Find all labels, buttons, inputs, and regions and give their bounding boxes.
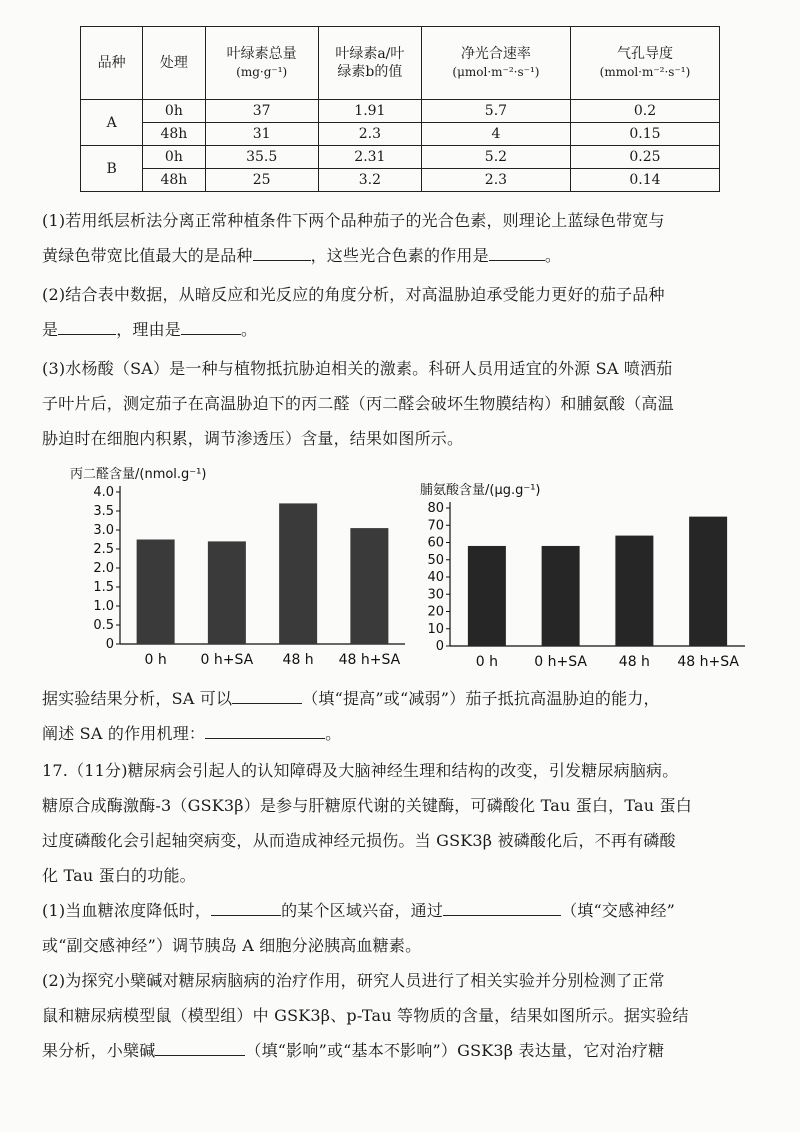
answer-blank[interactable]	[211, 897, 281, 916]
text: （填“影响”或“基本不影响”）GSK3β 表达量，它对治疗糖	[245, 1041, 665, 1060]
cell-treatment: 0h	[143, 146, 205, 169]
text: 果分析，小檗碱	[42, 1041, 156, 1060]
bar	[468, 546, 506, 646]
x-tick-label: 0 h+SA	[534, 654, 587, 670]
cell-chl-total: 37	[205, 100, 318, 123]
text: 的某个区域兴奋，通过	[281, 901, 444, 920]
cell-stomatal: 0.2	[570, 100, 719, 123]
cell-chl-ratio: 2.31	[318, 146, 421, 169]
cell-chl-ratio: 1.91	[318, 100, 421, 123]
question-3	[42, 351, 762, 456]
question-3b	[42, 681, 762, 751]
bar	[208, 541, 246, 644]
header-stomatal: 气孔导度 (mmol·m⁻²·s⁻¹)	[570, 27, 719, 100]
question-3b-line1	[42, 681, 762, 716]
y-tick-label: 70	[427, 518, 444, 534]
proline-chart-svg	[410, 476, 750, 676]
cell-stomatal: 0.25	[570, 146, 719, 169]
bar	[542, 546, 580, 646]
bar	[350, 528, 388, 644]
question-3-line1: (3)水杨酸（SA）是一种与植物抵抗胁迫相关的激素。科研人员用适宜的外源 SA 喷洒茄	[42, 359, 673, 378]
y-tick-label: 80	[427, 501, 444, 516]
y-tick-label: 2.5	[93, 542, 114, 557]
cell-chl-total: 31	[205, 123, 318, 146]
header-chl-total: 叶绿素总量 (mg·g⁻¹)	[205, 27, 318, 100]
answer-blank[interactable]	[443, 897, 561, 916]
question-2-line1: (2)结合表中数据，从暗反应和光反应的角度分析，对高温胁迫承受能力更好的茄子品种	[42, 285, 665, 304]
question-17-part1-line2: 或“副交感神经”）调节胰岛 A 细胞分泌胰高血糖素。	[42, 936, 422, 955]
text: 据实验结果分析，SA 可以	[42, 689, 233, 708]
proline-chart	[410, 476, 750, 676]
cell-stomatal: 0.14	[570, 169, 719, 192]
x-tick-label: 48 h	[282, 652, 314, 668]
question-17-part1-line1	[42, 893, 762, 928]
y-tick-label: 3.0	[93, 523, 114, 538]
x-tick-label: 0 h	[144, 652, 167, 668]
x-tick-label: 48 h+SA	[677, 654, 739, 670]
cell-chl-ratio: 2.3	[318, 123, 421, 146]
question-17-line2: 糖原合成酶激酶-3（GSK3β）是参与肝糖原代谢的关键酶，可磷酸化 Tau 蛋白，Tau 蛋白	[42, 796, 692, 815]
y-tick-label: 50	[427, 552, 444, 568]
table-row	[81, 100, 720, 123]
bar	[279, 503, 317, 644]
answer-blank[interactable]	[253, 242, 311, 261]
header-chl-ratio: 叶绿素a/叶 绿素b的值	[318, 27, 421, 100]
text: (1)当血糖浓度降低时，	[42, 901, 212, 920]
y-tick-label: 40	[427, 570, 444, 585]
answer-blank[interactable]	[232, 685, 302, 704]
cell-variety: B	[81, 146, 143, 192]
y-tick-label: 30	[427, 587, 444, 603]
bar	[689, 517, 727, 646]
data-table	[80, 26, 720, 192]
text: ，理由是	[116, 320, 182, 339]
question-17	[42, 753, 762, 1068]
answer-blank[interactable]	[489, 242, 545, 261]
text: ，这些光合色素的作用是	[310, 246, 489, 265]
cell-treatment: 48h	[143, 169, 205, 192]
answer-blank[interactable]	[181, 316, 241, 335]
text: （填“提高”或“减弱”）茄子抵抗高温胁迫的能力，	[302, 689, 660, 708]
y-tick-label: 10	[427, 621, 444, 637]
cell-chl-total: 25	[205, 169, 318, 192]
y-axis-label: 脯氨酸含量/(μg.g⁻¹)	[420, 483, 541, 498]
cell-net-photo: 5.7	[421, 100, 570, 123]
cell-variety: A	[81, 100, 143, 146]
answer-blank[interactable]	[58, 316, 116, 335]
text: 是	[42, 320, 59, 339]
x-tick-label: 48 h+SA	[338, 652, 401, 668]
question-17-line3: 过度磷酸化会引起轴突病变，从而造成神经元损伤。当 GSK3β 被磷酸化后，不再有磷酸	[42, 831, 676, 850]
cell-chl-total: 35.5	[205, 146, 318, 169]
table-header-row	[81, 27, 720, 100]
text: 。	[325, 724, 342, 743]
y-axis-label: 丙二醛含量/(nmol.g⁻¹)	[70, 467, 207, 482]
y-tick-label: 0	[435, 639, 444, 654]
question-17-line1: 17.（11分)糖尿病会引起人的认知障碍及大脑神经生理和结构的改变，引发糖尿病脑病。	[42, 761, 679, 780]
question-3-line3: 胁迫时在细胞内积累，调节渗透压）含量，结果如图所示。	[42, 429, 464, 448]
mda-chart	[60, 462, 410, 677]
cell-net-photo: 5.2	[421, 146, 570, 169]
cell-treatment: 0h	[143, 100, 205, 123]
table-row	[81, 169, 720, 192]
cell-net-photo: 2.3	[421, 169, 570, 192]
bar	[615, 536, 653, 646]
mda-chart-svg	[60, 462, 410, 677]
question-3b-line2	[42, 716, 762, 751]
y-tick-label: 2.0	[93, 561, 114, 576]
cell-net-photo: 4	[421, 123, 570, 146]
x-tick-label: 0 h+SA	[200, 652, 254, 668]
y-tick-label: 3.5	[93, 504, 114, 519]
y-tick-label: 20	[427, 604, 444, 620]
question-1-line1: (1)若用纸层析法分离正常种植条件下两个品种茄子的光合色素，则理论上蓝绿色带宽与	[42, 211, 665, 230]
header-treatment: 处理	[143, 27, 205, 100]
question-17-line4: 化 Tau 蛋白的功能。	[42, 866, 196, 885]
y-tick-label: 0	[105, 637, 114, 652]
question-2	[42, 277, 762, 347]
question-2-line2	[42, 312, 762, 347]
cell-chl-ratio: 3.2	[318, 169, 421, 192]
cell-stomatal: 0.15	[570, 123, 719, 146]
question-1-line2	[42, 238, 762, 273]
y-tick-label: 1.0	[93, 599, 114, 614]
y-tick-label: 4.0	[93, 485, 114, 500]
header-variety: 品种	[81, 27, 143, 100]
header-net-photo: 净光合速率 (μmol·m⁻²·s⁻¹)	[421, 27, 570, 100]
text: 黄绿色带宽比值最大的是品种	[42, 246, 253, 265]
table-row	[81, 146, 720, 169]
x-tick-label: 0 h	[475, 654, 498, 670]
text: 。	[544, 246, 562, 265]
y-tick-label: 1.5	[93, 580, 114, 595]
cell-treatment: 48h	[143, 123, 205, 146]
answer-blank[interactable]	[155, 1037, 245, 1056]
bar	[137, 540, 175, 645]
question-17-part2-line1: (2)为探究小檗碱对糖尿病脑病的治疗作用，研究人员进行了相关实验并分别检测了正常	[42, 971, 665, 990]
question-17-part2-line3	[42, 1033, 762, 1068]
text: （填“交感神经”	[561, 901, 676, 920]
text: 。	[241, 320, 258, 339]
question-1	[42, 203, 762, 273]
answer-blank[interactable]	[205, 720, 325, 739]
question-17-part2-line2: 鼠和糖尿病模型鼠（模型组）中 GSK3β、p-Tau 等物质的含量，结果如图所示。据实验结	[42, 1006, 689, 1025]
text: 阐述 SA 的作用机理：	[42, 724, 206, 743]
x-tick-label: 48 h	[618, 654, 650, 670]
question-3-line2: 子叶片后，测定茄子在高温胁迫下的丙二醛（丙二醛会破坏生物膜结构）和脯氨酸（高温	[42, 394, 674, 413]
y-tick-label: 60	[427, 535, 444, 551]
table-row	[81, 123, 720, 146]
y-tick-label: 0.5	[93, 618, 114, 633]
